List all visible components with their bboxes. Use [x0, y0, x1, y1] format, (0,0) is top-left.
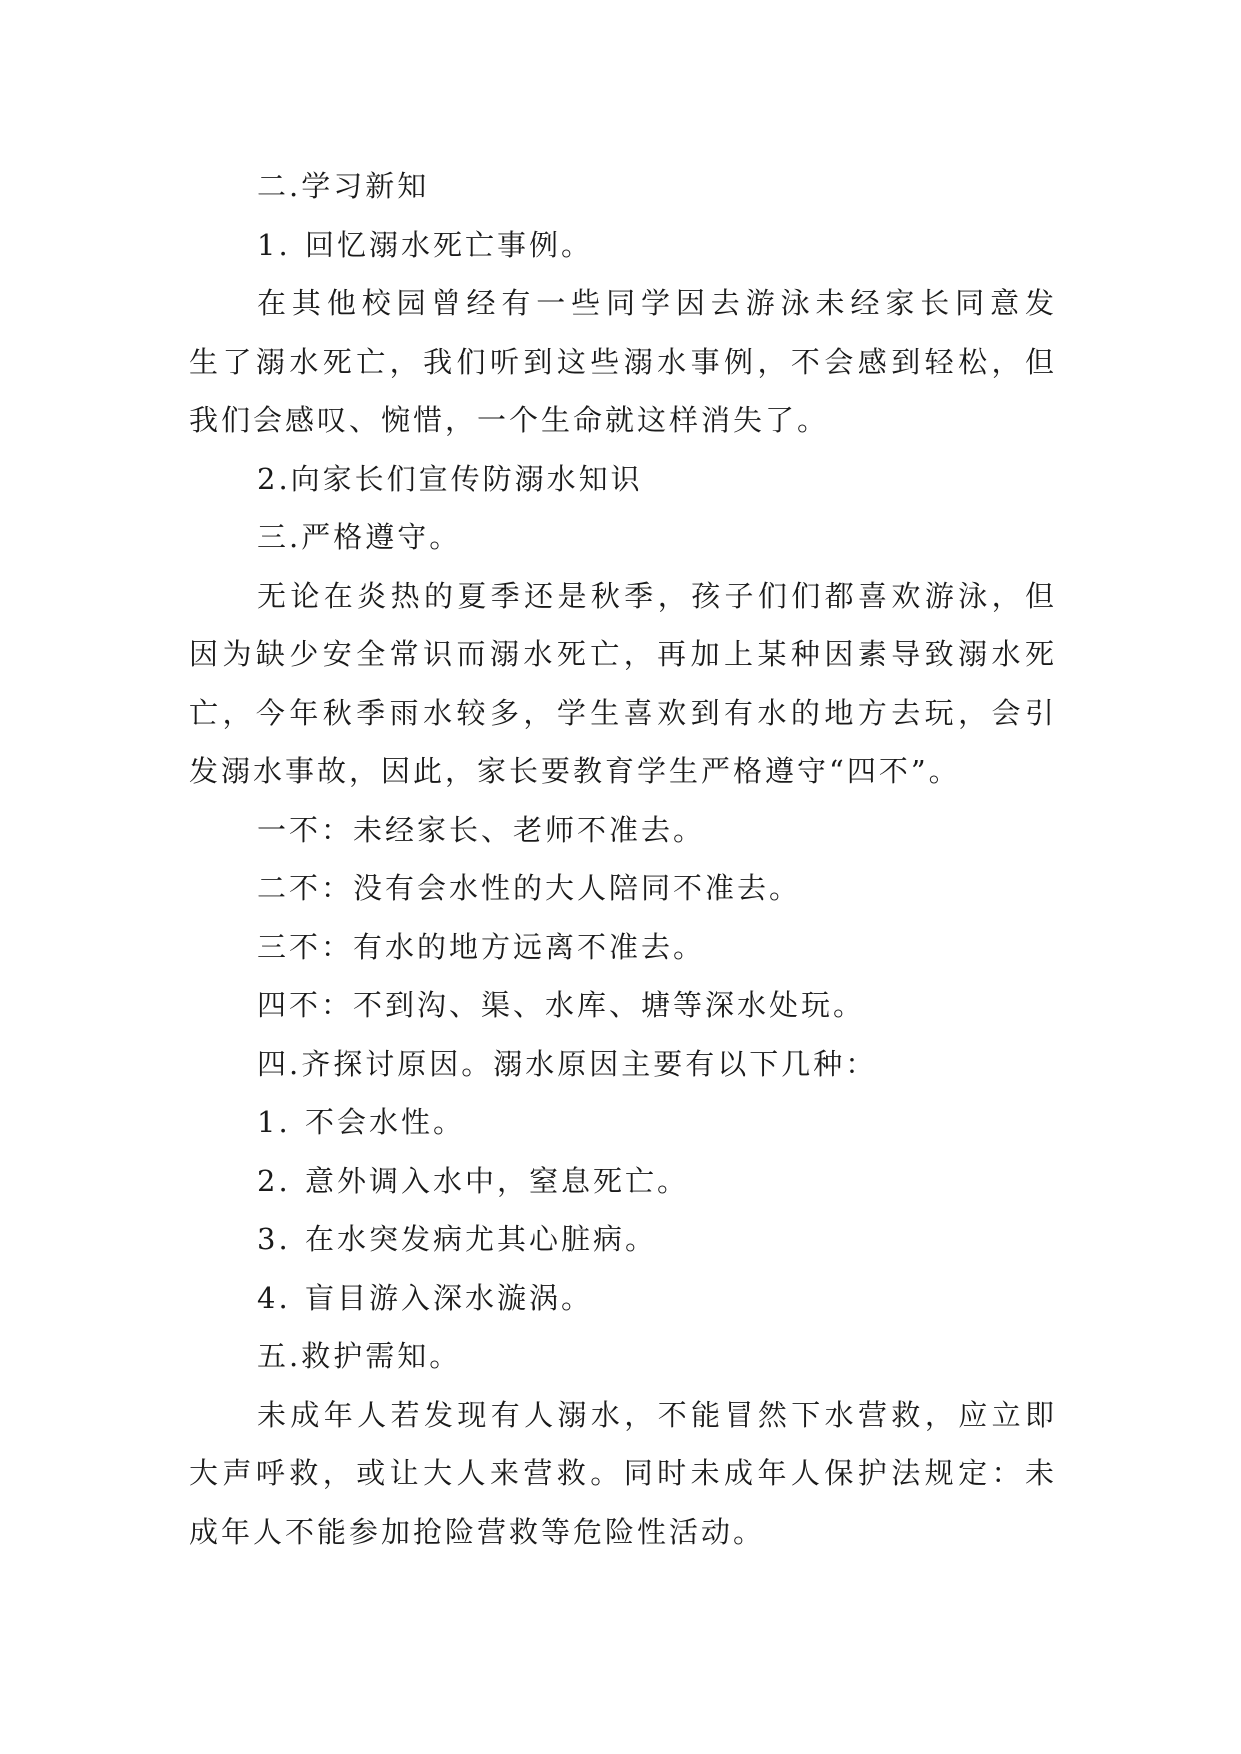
numbered-item: 2.向家长们宣传防溺水知识: [257, 461, 643, 496]
paragraph-line: 生了溺水死亡，我们听到这些溺水事例，不会感到轻松，但: [189, 344, 1054, 379]
item-text: 盲目游入深水漩涡。: [305, 1280, 594, 1315]
section-heading: 二.学习新知: [257, 169, 430, 203]
item-text: 回忆溺水死亡事例。: [305, 227, 594, 262]
numbered-item: [189, 1269, 1054, 1328]
paragraph-line: 未成年人若发现有人溺水，不能冒然下水营救，应立即: [257, 1397, 1054, 1432]
numbered-item: [189, 1093, 1054, 1152]
paragraph-line: 在其他校园曾经有一些同学因去游泳未经家长同意发: [257, 286, 1054, 320]
item-number: 1.: [257, 227, 291, 262]
paragraph-line: 大声呼救，或让大人来营救。同时未成年人保护法规定：未: [189, 1456, 1054, 1490]
item-number: 2.: [257, 1163, 291, 1198]
numbered-item: [189, 216, 1054, 275]
item-number: 3.: [257, 1222, 291, 1256]
paragraph-line: 因为缺少安全常识而溺水死亡，再加上某种因素导致溺水死: [189, 637, 1054, 671]
item-text: 在水突发病尤其心脏病。: [305, 1222, 658, 1256]
item-number: 1.: [257, 1105, 291, 1139]
section-heading: 三.严格遵守。: [257, 520, 462, 554]
item-number: 4.: [257, 1280, 291, 1315]
section-heading: 五.救护需知。: [257, 1339, 462, 1373]
numbered-item: [189, 1210, 1054, 1269]
item-text: 不会水性。: [305, 1105, 466, 1139]
paragraph-line: 无论在炎热的夏季还是秋季，孩子们们都喜欢游泳，但: [257, 578, 1054, 613]
numbered-item: [189, 1152, 1054, 1211]
paragraph-line: 成年人不能参加抢险营救等危险性活动。: [189, 1514, 766, 1549]
rule-item: 三不：有水的地方远离不准去。: [257, 929, 706, 964]
paragraph-line: 我们会感叹、惋惜，一个生命就这样消失了。: [189, 403, 830, 437]
rule-item: 二不：没有会水性的大人陪同不准去。: [257, 871, 802, 905]
paragraph-line: 发溺水事故，因此，家长要教育学生严格遵守“四不”。: [189, 754, 961, 788]
section-heading: 四.齐探讨原因。溺水原因主要有以下几种：: [257, 1046, 878, 1081]
rule-item: 一不：未经家长、老师不准去。: [257, 812, 706, 847]
paragraph-line: 亡，今年秋季雨水较多，学生喜欢到有水的地方去玩，会引: [189, 695, 1054, 730]
rule-item: 四不：不到沟、渠、水库、塘等深水处玩。: [257, 988, 866, 1022]
item-text: 意外调入水中，窒息死亡。: [305, 1163, 690, 1198]
document-body: [189, 157, 1054, 1561]
